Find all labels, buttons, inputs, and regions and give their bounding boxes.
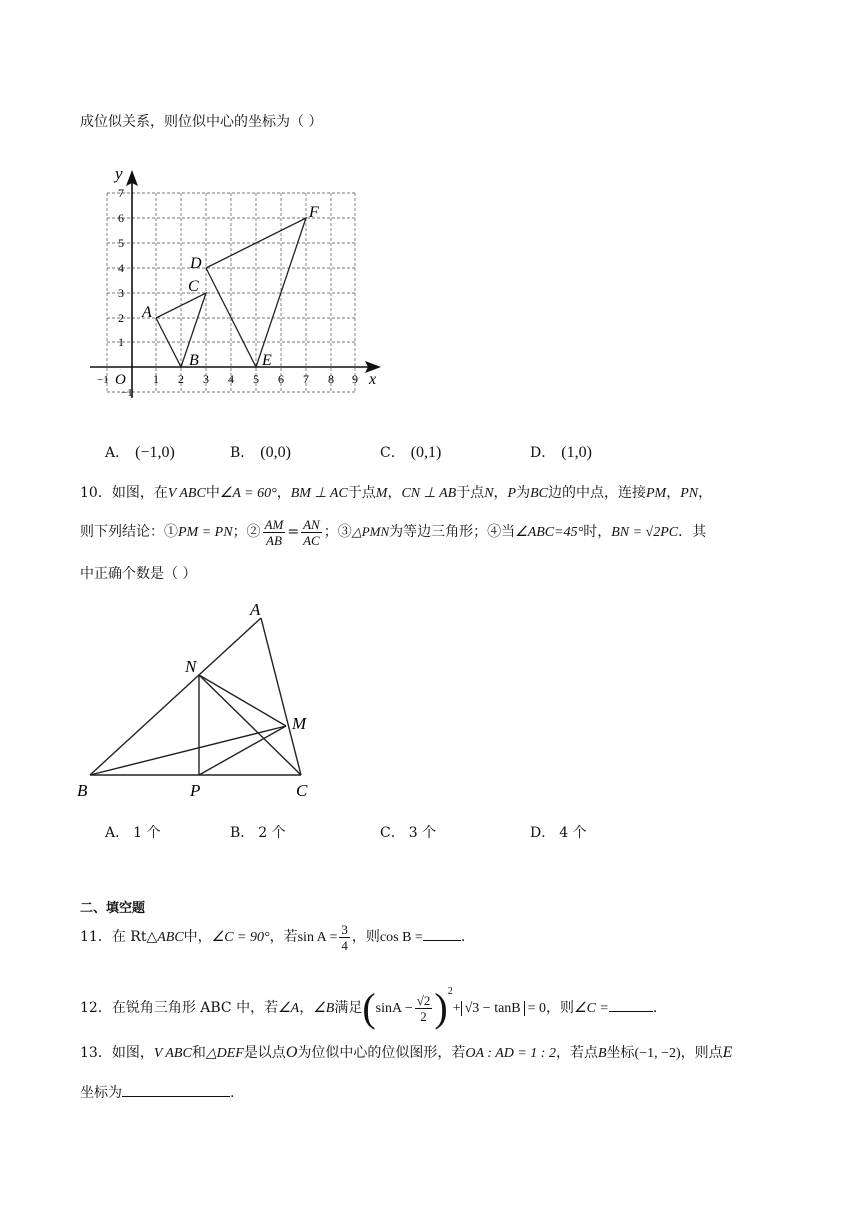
vertex-p-label: P bbox=[190, 781, 201, 800]
y-tick-labels bbox=[118, 186, 124, 349]
y-tick: 6 bbox=[118, 211, 124, 225]
q11-answer-blank[interactable] bbox=[423, 940, 461, 941]
y-axis-label: y bbox=[115, 164, 123, 183]
q10-option-a[interactable]: A． 1 个 bbox=[105, 825, 161, 841]
point-a-label: A bbox=[142, 304, 152, 321]
q12-line: 12．在锐角三角形 ABC 中，若∠A，∠B满足(sinA − $\frac{√2}{2}$ )$^2$+ √3 − tanB = 0，则∠C = . bbox=[80, 985, 658, 1030]
vertex-b-label: B bbox=[77, 781, 88, 800]
q12-answer-blank[interactable] bbox=[609, 1011, 653, 1012]
vertex-n-label: N bbox=[185, 657, 197, 676]
point-c-label: C bbox=[188, 278, 199, 295]
q10-line-2: 则下列结论：①PM = PN；② $\frac{AM}{AB}$ = $\frac{AN}{AC}$ ；③△PMN为等边三角形；④当∠ABC=45°时，BN = √2PC．其 bbox=[80, 516, 707, 548]
q9-option-d[interactable]: D． (1,0) bbox=[530, 444, 592, 461]
y-tick: 5 bbox=[118, 236, 124, 250]
triangle-figure bbox=[70, 595, 330, 805]
q13-line-2: 坐标为 . bbox=[80, 1085, 235, 1101]
q10-option-c[interactable]: C． 3 个 bbox=[380, 825, 437, 841]
q9-option-c[interactable]: C． (0,1) bbox=[380, 444, 442, 461]
y-tick: 7 bbox=[118, 186, 124, 200]
x-tick: 1 bbox=[153, 372, 159, 386]
vertex-c-label: C bbox=[296, 781, 308, 800]
y-tick: 2 bbox=[118, 311, 124, 325]
q10-line-3: 中正确个数是（ ） bbox=[80, 566, 197, 582]
q13-answer-blank[interactable] bbox=[122, 1096, 230, 1097]
neg-y-tick: −1 bbox=[121, 387, 133, 399]
vertex-m-label: M bbox=[292, 714, 307, 733]
point-e-label: E bbox=[262, 352, 272, 369]
x-tick-labels bbox=[153, 372, 358, 386]
q10-line-1: 10．如图，在V ABC中∠A = 60°，BM ⊥ AC于点M，CN ⊥ AB于点N，P为BC边的中点，连接PM，PN， bbox=[80, 485, 713, 501]
x-tick: 2 bbox=[178, 372, 184, 386]
x-tick: 7 bbox=[303, 372, 309, 386]
point-f-label: F bbox=[309, 204, 319, 221]
x-tick: 3 bbox=[203, 372, 209, 386]
point-b-label: B bbox=[189, 352, 199, 369]
x-tick: 4 bbox=[228, 372, 234, 386]
section-heading: 二、填空题 bbox=[80, 901, 146, 916]
point-d-label: D bbox=[190, 255, 202, 272]
q11-line: 11．在 Rt△ABC中，∠C = 90°，若sin A = $\frac{3}{4}$ ，则cos B = . bbox=[80, 921, 466, 953]
q10-option-b[interactable]: B． 2 个 bbox=[230, 825, 286, 841]
q9-option-b[interactable]: B． (0,0) bbox=[230, 444, 291, 461]
neg-x-tick: −1 bbox=[97, 374, 109, 386]
x-tick: 8 bbox=[328, 372, 334, 386]
q10-option-d[interactable]: D． 4 个 bbox=[530, 825, 587, 841]
q13-line-1: 13．如图，V ABC和△DEF是以点O为位似中心的位似图形，若OA : AD = 1 : 2，若点B坐标(−1, −2)，则点E bbox=[80, 1044, 733, 1061]
y-tick: 4 bbox=[118, 261, 124, 275]
x-tick: 6 bbox=[278, 372, 284, 386]
vertex-a-label: A bbox=[250, 600, 261, 619]
x-axis-label: x bbox=[369, 371, 377, 388]
origin-label: O bbox=[115, 372, 126, 388]
x-tick: 9 bbox=[352, 372, 358, 386]
y-tick: 3 bbox=[118, 286, 124, 300]
q9-option-a[interactable]: A． (−1,0) bbox=[105, 444, 175, 461]
coordinate-graph bbox=[85, 160, 395, 405]
x-tick: 5 bbox=[253, 372, 259, 386]
y-tick: 1 bbox=[118, 335, 124, 349]
q9-tail-text: 成位似关系，则位似中心的坐标为（ ） bbox=[80, 114, 323, 130]
